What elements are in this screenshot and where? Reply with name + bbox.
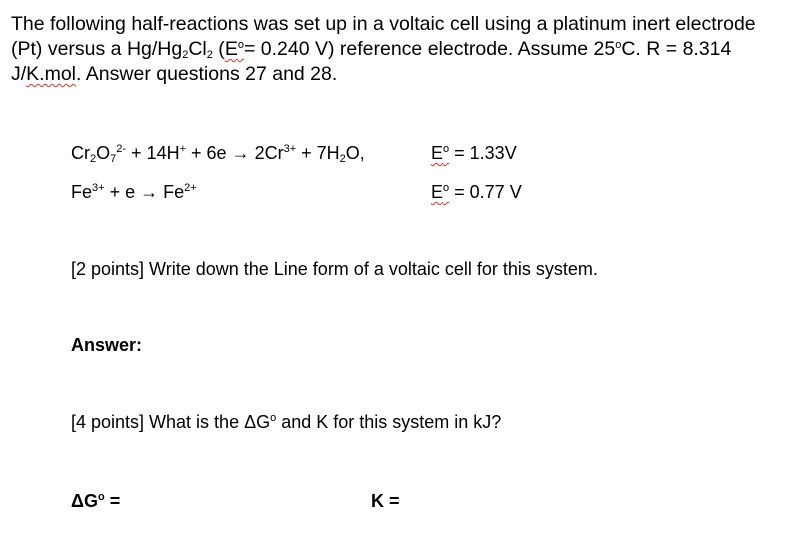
- k-label: K =: [371, 491, 400, 511]
- potential-dichromate: $E^o = 1.33V$: [431, 143, 517, 163]
- potential-iron: $E^o = 0.77$ V: [431, 182, 522, 202]
- spellcheck-eo: $E^o$: [224, 38, 244, 60]
- spellcheck-eo: $E^o$: [431, 143, 450, 163]
- question-line-form: [2 points] Write down the Line form of a voltaic cell for this system.: [71, 259, 598, 279]
- spellcheck-kmol: K.mol: [26, 63, 77, 85]
- question-delta-g-k: [4 points] What is the $\Delta G^o$ and K for this system in kJ?: [71, 412, 502, 432]
- half-reaction-iron: $Fe^{3+} + e \to Fe^{2+}$: [71, 182, 197, 202]
- intro-line-2: (Pt) versus a $Hg/Hg_2Cl_2$ ($E^o= 0.240$ V) reference electrode. Assume 25$^o$C. R = 8.314: [11, 38, 732, 61]
- problem-intro: [11, 12, 781, 87]
- intro-line-3: J/K.mol. Answer questions 27 and 28.: [11, 63, 338, 85]
- intro-line-1: The following half-reactions was set up in a voltaic cell using a platinum inert electrode: [11, 13, 756, 35]
- half-reaction-dichromate: $Cr_2O_7^{2-} + 14H^+ + 6e \to 2Cr^{3+} + 7H_2O$,: [71, 143, 365, 165]
- answer-label: Answer:: [71, 335, 143, 355]
- spellcheck-eo: $E^o$: [431, 182, 450, 202]
- delta-g-label: $\Delta G^o$ =: [71, 491, 121, 511]
